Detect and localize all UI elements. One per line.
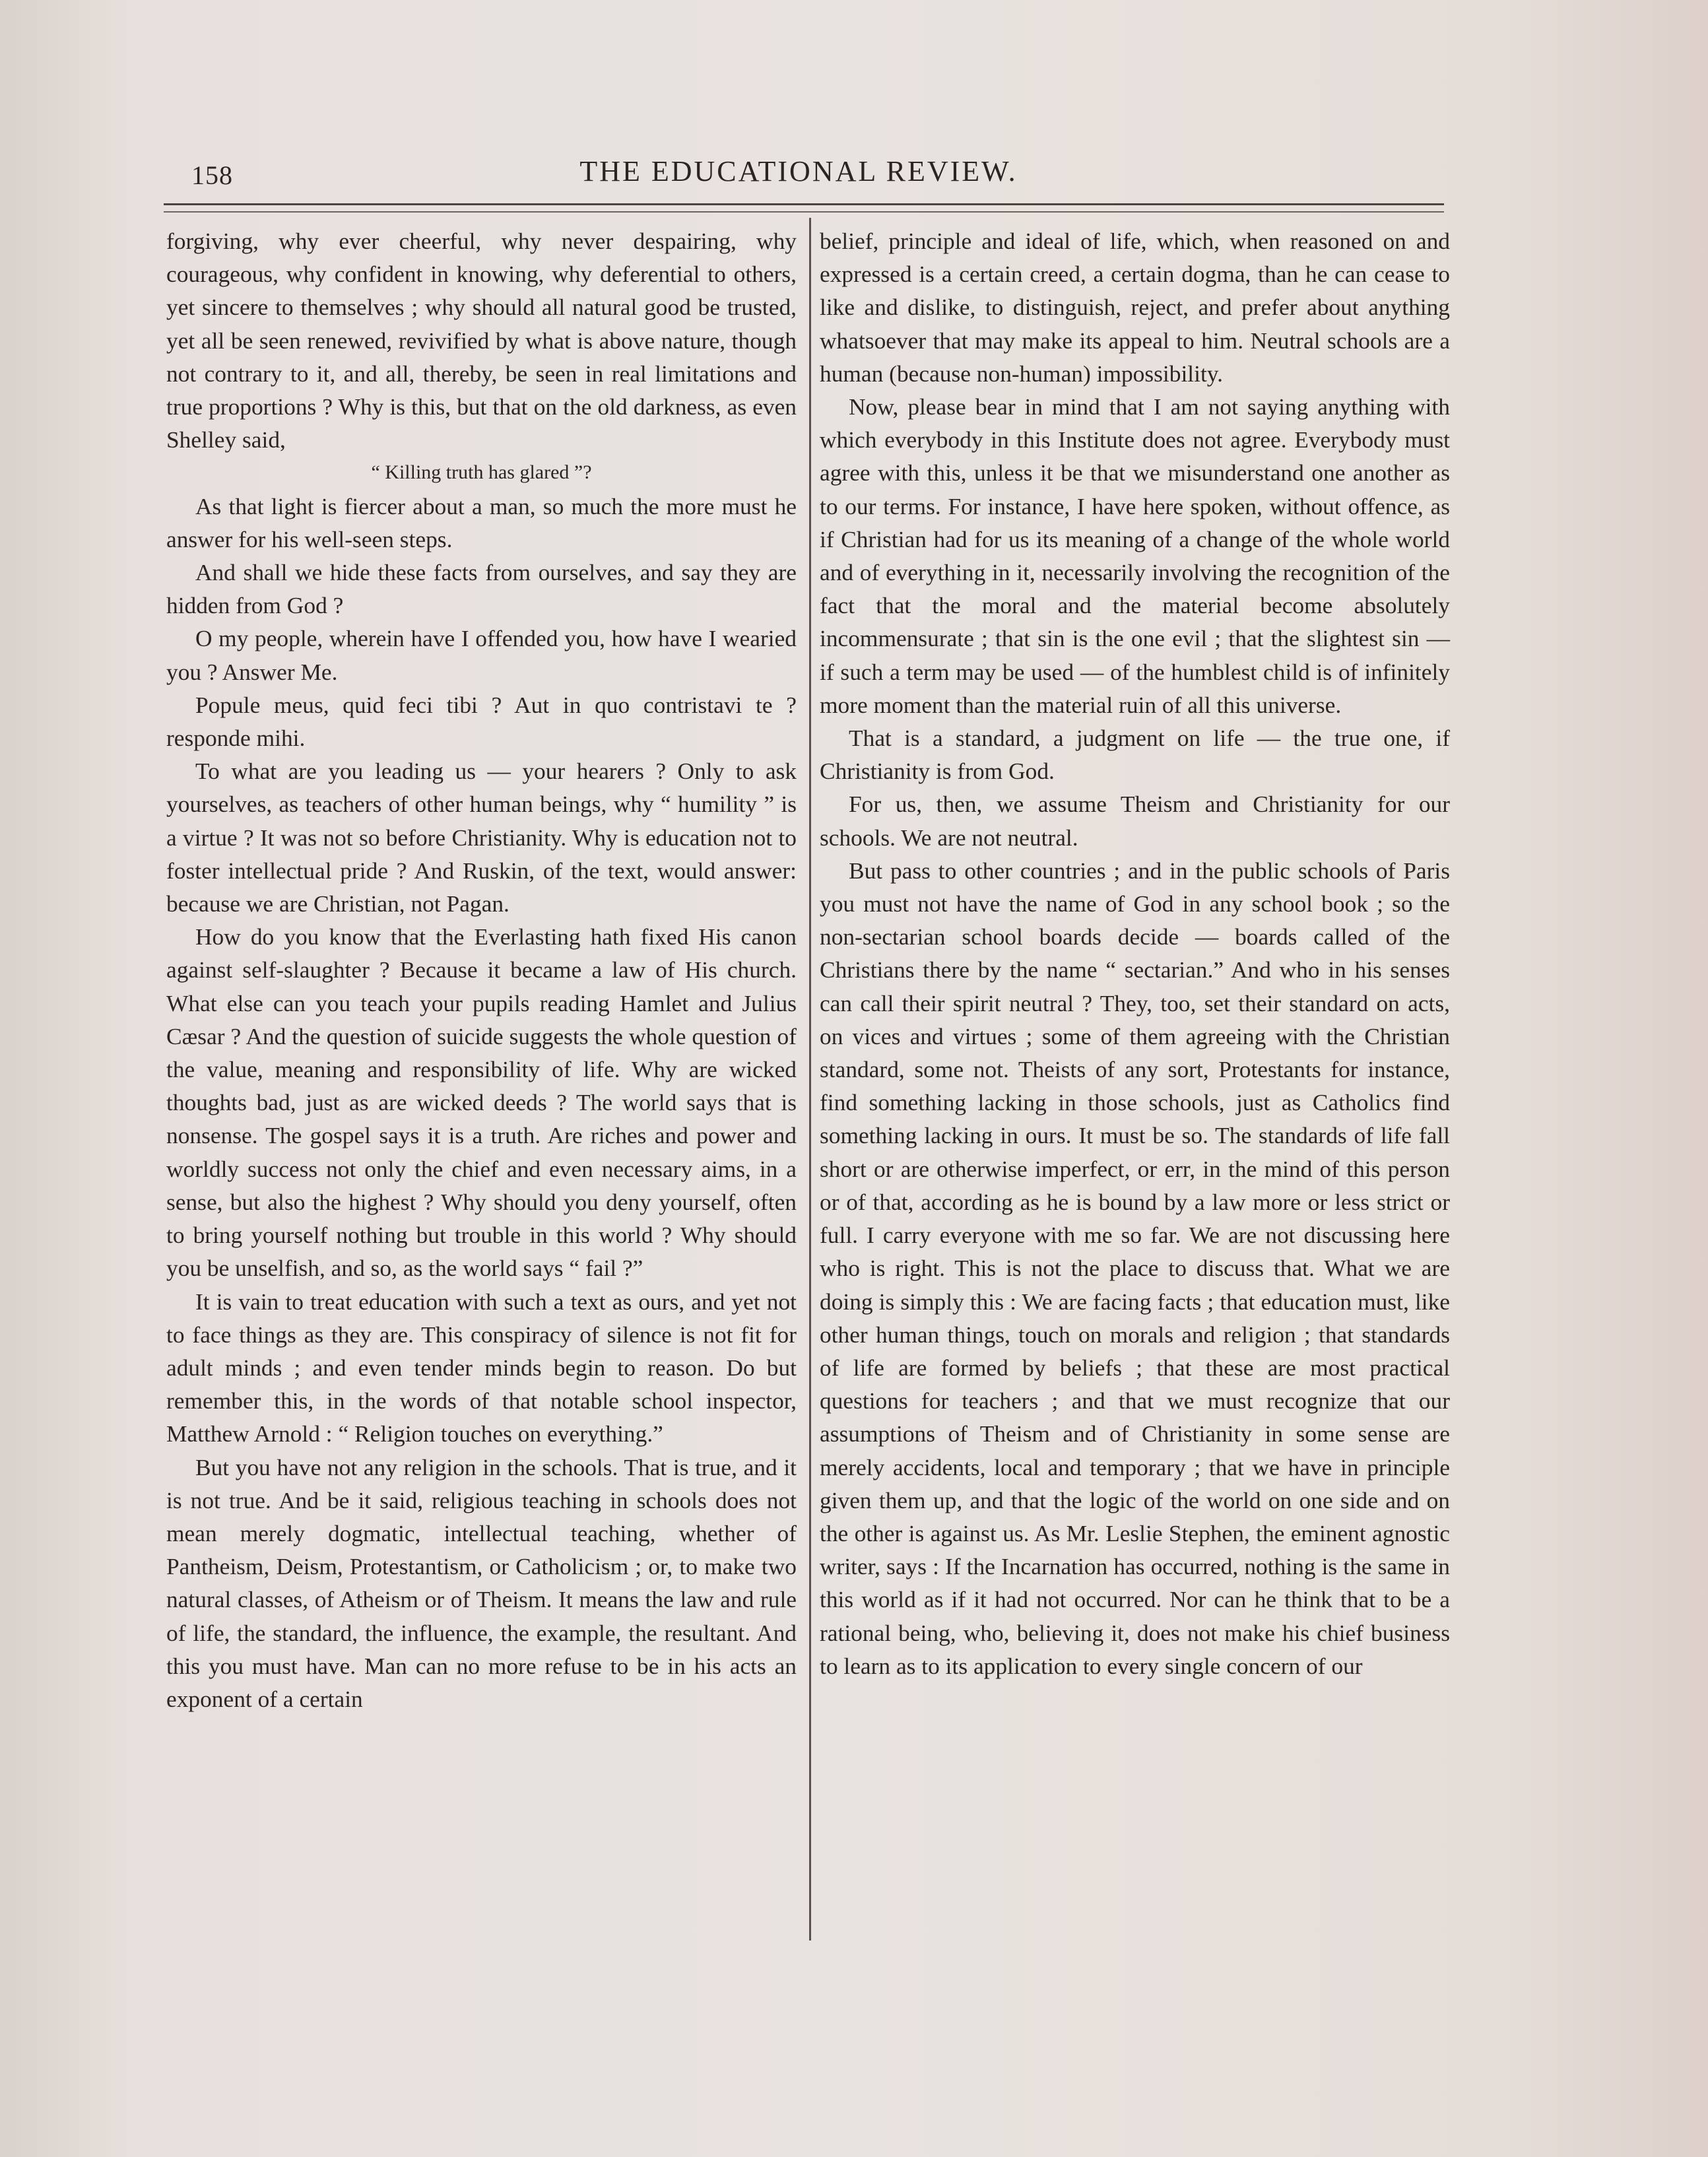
paragraph: forgiving, why ever cheerful, why never despairing, why courageous, why confident in knowing, why deferential to others, yet sincere to themselves ; why should all natural good be trusted, yet all be seen renewed, revivified by what is above nature, though not contrary to it, and all, thereby, be seen in real limitations and true proportions ? Why is this, but that on the old darkness, as even Shelley said, [166,228,797,453]
paragraph: For us, then, we assume Theism and Christianity for our schools. We are not neutral. [820,791,1450,851]
paragraph: That is a standard, a judgment on life — the true one, if Christianity is from God. [820,725,1450,785]
header-rule-secondary [164,211,1444,213]
header-rule [164,203,1444,205]
paragraph: belief, principle and ideal of life, which, when reasoned on and expressed is a certain creed, a certain dogma, than he can cease to like and dislike, to distinguish, reject, and prefer about anything whatsoever that may make its appeal to him. Neutral schools are a human (because non-human) impossibility. [820,228,1450,387]
paragraph: But pass to other countries ; and in the public schools of Paris you must not have the name of God in any school book ; so the non-sectarian school boards decide — boards called of the Christians there by the name “ sectarian.” And who in his senses can call their spirit neutral ? They, too, set their standard on acts, on vices and virtues ; some of them agreeing with the Christian standard, some not. Theists of any sort, Protestants for instance, find something lacking in those schools, just as Catholics find something lacking in ours. It must be so. The standards of life fall short or are otherwise imperfect, or err, in the mind of this person or of that, according as he is bound by a law more or less strict or full. I carry everyone with me so far. We are not discussing here who is right. This is not the place to discuss that. What we are doing is simply this : We are facing facts ; that education must, like other human things, touch on morals and religion ; that standards of life are formed by beliefs ; that these are most practical questions for teachers ; and that we must recognize that our assumptions of Theism and of Christianity in some sense are merely accidents, local and temporary ; that we have in principle given them up, and that the logic of the world on one side and on the other is against us. As Mr. Leslie Stephen, the eminent agnostic writer, says : If the Incarnation has occurred, nothing is the same in this world as if it had not occurred. Nor can he think that to be a rational being, who, believing it, does not make his chief business to learn as to its application to every single concern of our [820,857,1450,1679]
quotation: “ Killing truth has glared ”? [371,461,592,484]
paragraph: It is vain to treat education with such a text as ours, and yet not to face things as they are. This conspiracy of silence is not fit for adult minds ; and even tender minds begin to reason. Do but remember this, in the words of that notable school inspector, Matthew Arnold : “ Religion touches on everything.” [166,1288,797,1447]
page-number: 158 [191,160,233,190]
paragraph: O my people, wherein have I offended you, how have I wearied you ? Answer Me. [166,625,797,685]
paragraph: To what are you leading us — your hearers ? Only to ask yourselves, as teachers of other human beings, why “ humility ” is a virtue ? It was not so before Christianity. Why is education not to foster intellectual pride ? And Ruskin, of the text, would answer: because we are Christian, not Pagan. [166,758,797,917]
running-head: THE EDUCATIONAL REVIEW. [579,155,1018,187]
paragraph: But you have not any religion in the schools. That is true, and it is not true. And be it said, religious teaching in schools does not mean merely dogmatic, intellectual teaching, whether of Pantheism, Deism, Protestantism, or Catholicism ; or, to make two natural classes, of Atheism or of Theism. It means the law and rule of life, the standard, the influence, the example, the resultant. And this you must have. Man can no more refuse to be in his acts an exponent of a certain [166,1453,797,1712]
paragraph: Popule meus, quid feci tibi ? Aut in quo contristavi te ? responde mihi. [166,691,797,752]
paragraph: Now, please bear in mind that I am not saying anything with which everybody in this Institute does not agree. Everybody must agree with this, unless it be that we misunderstand one another as to our terms. For instance, I have here spoken, without offence, as if Christian had for us its meaning of a change of the whole world and of everything in it, necessarily involving the recognition of the fact that the moral and the material become absolutely incommensurate ; that sin is the one evil ; that the slightest sin — if such a term may be used — of the humblest child is of infinitely more moment than the material ruin of all this universe. [820,393,1450,718]
column-divider [809,218,811,1941]
paragraph: As that light is fiercer about a man, so much the more must he answer for his well-seen steps. [166,492,797,552]
paragraph: How do you know that the Everlasting hath fixed His canon against self-slaughter ? Because it became a law of His church. What else can you teach your pupils reading Hamlet and Julius Cæsar ? And the question of suicide suggests the whole question of the value, meaning and responsibility of life. Why are wicked thoughts bad, just as are wicked deeds ? The world says that is nonsense. The gospel says it is a truth. Are riches and power and worldly success not only the chief and even necessary aims, in a sense, but also the highest ? Why should you deny yourself, often to bring yourself nothing but trouble in this world ? Why should you be unselfish, and so, as the world says “ fail ?” [166,923,797,1282]
paragraph: And shall we hide these facts from ourselves, and say they are hidden from God ? [166,559,797,619]
left-column [166,224,797,1715]
page-header [152,150,1445,197]
right-column [820,224,1450,1682]
